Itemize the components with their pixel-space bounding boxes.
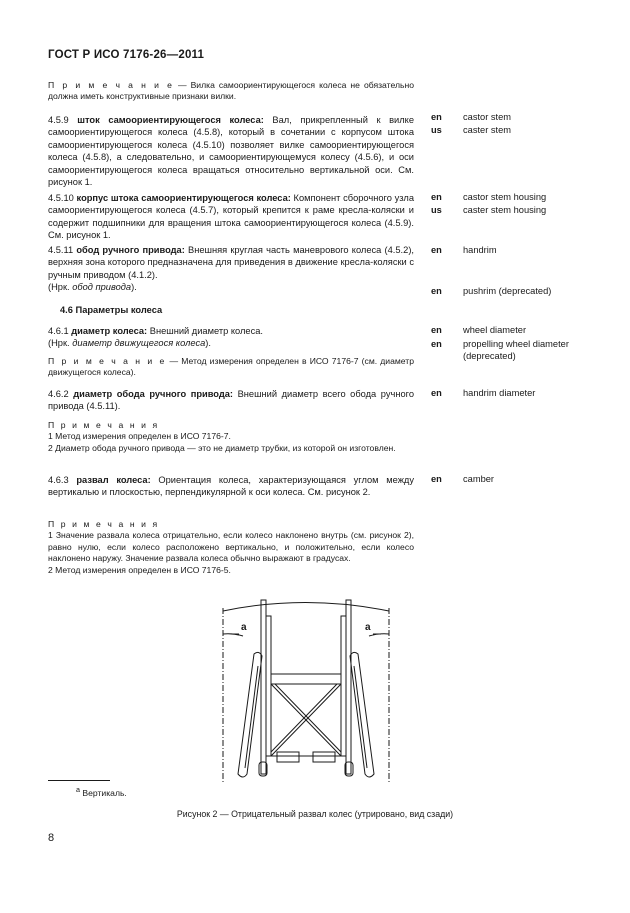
angle-label-left: a: [241, 622, 247, 633]
lang-code: en: [431, 325, 442, 335]
notes-4-6-2: [48, 420, 414, 454]
left-handrim: [245, 666, 258, 768]
frame-upright-right: [346, 600, 351, 774]
section-heading-4-6: 4.6 Параметры колеса: [60, 305, 163, 315]
footnote: [76, 786, 127, 798]
entry-term: шток самоориентирующегося колеса:: [77, 115, 264, 125]
footrest-right: [313, 752, 335, 762]
entry-definition: Вал, прикрепленный к вилке самоориентирующегося колеса (4.5.8), который в сочетании с корпусом штока самоориентирующегося колеса (4.5.10) позволяет вилке самоориентирующегося колеса (4.5.8), а следовательно, и самоориентирующемуся колесу (4.5.6), и оси самоориентирующегося колеса вращаться относительно вертикальной оси. См. рисунок 1.: [48, 115, 415, 188]
entry-term: диаметр колеса:: [71, 326, 148, 336]
note-2: 2 Диаметр обода ручного привода — это не диаметр трубки, из которой он изготовлен.: [48, 442, 396, 453]
equivalent-term: propelling wheel diameter: [463, 339, 569, 349]
document-header: ГОСТ Р ИСО 7176-26—2011: [48, 49, 205, 61]
equivalent-term: castor stem housing: [463, 192, 547, 202]
entry-number: 4.6.1: [48, 326, 72, 336]
equivalent-term: wheel diameter: [463, 325, 527, 335]
entry-term: развал колеса:: [76, 475, 151, 485]
frame-inner-right: [341, 616, 346, 756]
entry-definition: Ориентация колеса, характеризующаяся углом между вертикалью и плоскостью, перпендикулярной к оси колеса. См. рисунок 2.: [48, 475, 414, 498]
footnote-text: Вертикаль.: [79, 787, 127, 798]
note-text: — Метод измерения определен в ИСО 7176-7 (см. диаметр движущегося колеса).: [48, 356, 415, 378]
lang-code: en: [431, 192, 442, 202]
deprecated-term: диаметр движущегося колеса: [72, 338, 206, 349]
note-label: П р и м е ч а н и е: [48, 80, 174, 90]
angle-label-right: a: [365, 622, 371, 633]
note-1: 1 Значение развала колеса отрицательно, если колесо наклонено внутрь (см. рисунок 2), равно нулю, если колесо расположено вертикально, и положительно, если колесо наклонено наружу. Значение развала колеса обычно выражают в градусах.: [48, 530, 414, 564]
note-label: П р и м е ч а н и е: [48, 356, 167, 366]
figure-caption: Рисунок 2 — Отрицательный развал колес (утрировано, вид сзади): [176, 809, 454, 819]
note-text: — Вилка самоориентирующегося колеса не обязательно должна иметь конструктивные признаки вилки.: [48, 80, 414, 102]
top-arc: [223, 603, 389, 612]
entry-4-6-2: [48, 388, 414, 413]
left-wheel: [238, 652, 262, 777]
footnote-divider: [48, 780, 110, 781]
entry-term: обод ручного привода:: [76, 245, 185, 255]
note-1: 1 Метод измерения определен в ИСО 7176-7.: [48, 431, 231, 442]
entry-definition: Внешний диаметр всего обода ручного привода (4.5.11).: [48, 389, 414, 412]
entry-definition: Внешняя круглая часть маневрового колеса (4.5.2), верхняя зона которого предназначена для приведения в движение кресла-коляски с ручным приводом (4.1.2).: [48, 245, 414, 280]
entry-number: 4.6.3: [48, 475, 77, 485]
entry-definition: Компонент сборочного узла самоориентирующегося колеса (4.5.7), который крепится к раме кресла-коляски и содержит подшипники для вращения штока самоориентирующегося колеса (4.5.9). См. рисунок 1.: [48, 193, 414, 241]
frame-inner-left: [266, 616, 271, 756]
deprecated-open: (Нрк.: [48, 338, 73, 349]
entry-4-5-11: [48, 244, 414, 294]
entry-definition: Внешний диаметр колеса.: [147, 326, 263, 336]
deprecated-close: ).: [205, 338, 211, 349]
deprecated-term: обод привода: [72, 282, 132, 293]
equivalent-term: pushrim (deprecated): [463, 286, 552, 296]
right-wheel: [350, 652, 374, 777]
equivalent-term: handrim diameter: [463, 388, 536, 398]
entry-number: 4.5.9: [48, 115, 78, 125]
equivalent-term: caster stem housing: [463, 205, 547, 215]
footnote-marker: a: [76, 786, 80, 794]
footrest-left: [277, 752, 299, 762]
seat-frame: [271, 674, 341, 684]
deprecated-close: ).: [131, 282, 137, 293]
page-number: 8: [48, 832, 55, 844]
entry-term: диаметр обода ручного привода:: [73, 389, 234, 399]
right-handrim: [354, 666, 367, 768]
note-fork: [48, 80, 414, 103]
deprecated-open: (Нрк.: [48, 282, 73, 293]
lang-code: en: [431, 286, 442, 296]
equivalent-term: castor stem: [463, 112, 512, 122]
lang-code: en: [431, 112, 442, 122]
lang-code: en: [431, 339, 442, 349]
entry-4-5-9: [48, 114, 414, 188]
lang-code: en: [431, 474, 442, 484]
entry-number: 4.6.2: [48, 389, 74, 399]
note-2: 2 Метод измерения определен в ИСО 7176-5.: [48, 564, 231, 575]
equivalent-term: camber: [463, 474, 495, 484]
entry-4-6-1: [48, 325, 414, 350]
wheelchair-camber-figure: [205, 596, 405, 782]
entry-term: корпус штока самоориентирующегося колеса:: [76, 193, 291, 203]
lang-code: us: [431, 125, 442, 135]
lang-code: us: [431, 205, 442, 215]
equivalent-term: caster stem: [463, 125, 512, 135]
notes-label: П р и м е ч а н и я: [48, 519, 160, 529]
notes-4-6-3: [48, 519, 414, 576]
notes-label: П р и м е ч а н и я: [48, 420, 160, 430]
frame-upright-left: [261, 600, 266, 774]
entry-number: 4.5.10: [48, 193, 77, 203]
entry-number: 4.5.11: [48, 245, 77, 255]
equivalent-term-continued: (deprecated): [463, 351, 516, 361]
equivalent-term: handrim: [463, 245, 497, 255]
lang-code: en: [431, 245, 442, 255]
entry-4-5-10: [48, 192, 414, 242]
entry-4-6-3: [48, 474, 414, 499]
lang-code: en: [431, 388, 442, 398]
note-4-6-1: [48, 356, 414, 379]
